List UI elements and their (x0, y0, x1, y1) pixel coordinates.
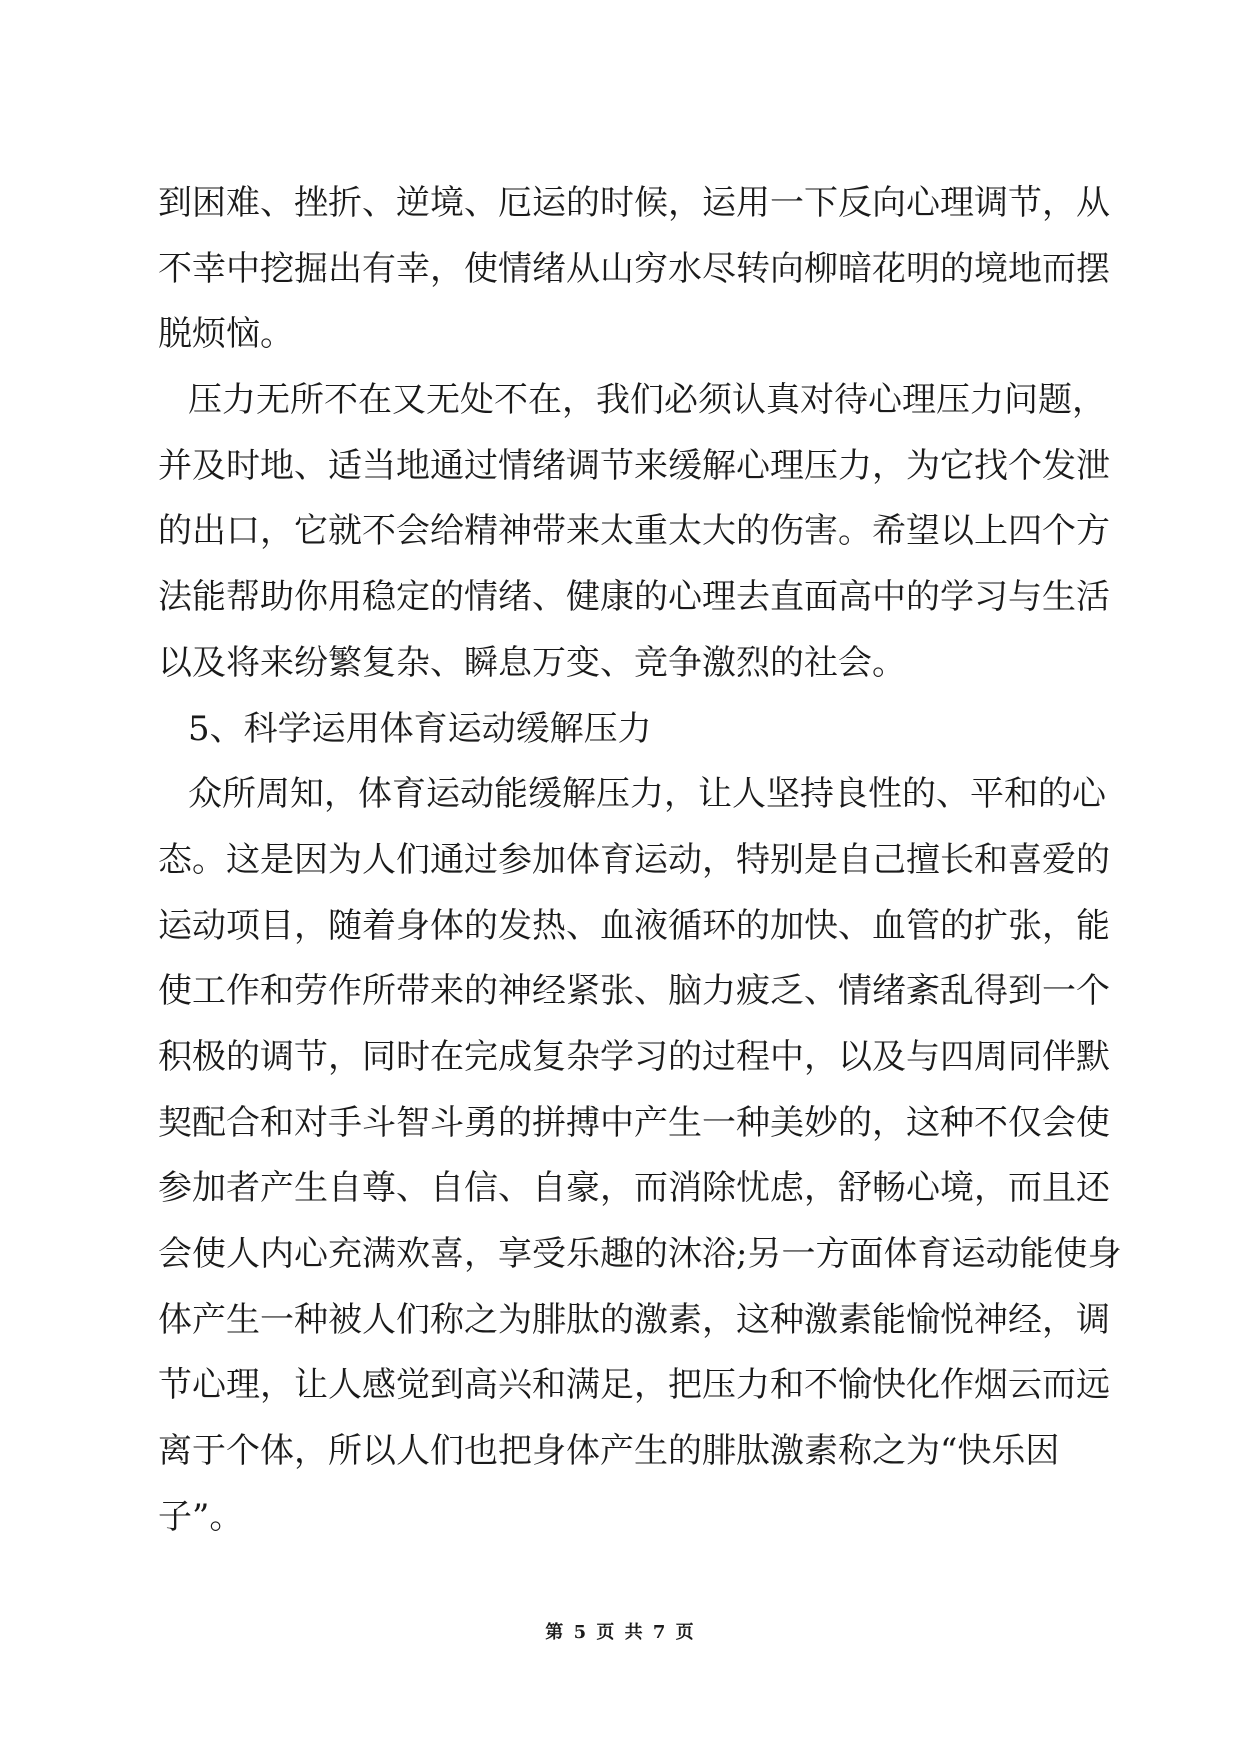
text-line-20: 离于个体，所以人们也把身体产生的腓肽激素称之为“快乐因 (158, 1431, 1060, 1472)
text-line-1: 到困难、挫折、逆境、厄运的时候，运用一下反向心理调节，从 (158, 183, 1110, 223)
text-line-12: 运动项目，随着身体的发热、血液循环的加快、血管的扩张，能 (158, 905, 1110, 946)
text-line-10: 众所周知，体育运动能缓解压力，让人坚持良性的、平和的心 (188, 774, 1106, 815)
text-line-18: 体产生一种被人们称之为腓肽的激素，这种激素能愉悦神经，调 (158, 1299, 1110, 1340)
text-line-7: 法能帮助你用稳定的情绪、健康的心理去直面高中的学习与生活 (158, 577, 1110, 618)
text-line-21: 子”。 (158, 1496, 244, 1537)
text-line-4: 压力无所不在又无处不在，我们必须认真对待心理压力问题， (188, 380, 1106, 421)
text-line-16: 参加者产生自尊、自信、自豪，而消除忧虑，舒畅心境，而且还 (158, 1168, 1110, 1209)
section-heading: 5、科学运用体育运动缓解压力 (188, 708, 652, 749)
text-line-5: 并及时地、适当地通过情绪调节来缓解心理压力，为它找个发泄 (158, 445, 1110, 486)
text-line-11: 态。这是因为人们通过参加体育运动，特别是自己擅长和喜爱的 (158, 839, 1110, 880)
text-line-3: 脱烦恼。 (158, 314, 294, 355)
text-line-19: 节心理，让人感觉到高兴和满足，把压力和不愉快化作烟云而远 (158, 1365, 1110, 1406)
document-body (158, 183, 1122, 1565)
text-line-6: 的出口，它就不会给精神带来太重太大的伤害。希望以上四个方 (158, 511, 1110, 552)
text-line-8: 以及将来纷繁复杂、瞬息万变、竞争激烈的社会。 (158, 642, 906, 683)
text-line-15: 契配合和对手斗智斗勇的拼搏中产生一种美妙的，这种不仅会使 (158, 1102, 1110, 1143)
page-number-footer: 第 5 页 共 7 页 (545, 1622, 696, 1643)
text-line-2: 不幸中挖掘出有幸，使情绪从山穷水尽转向柳暗花明的境地而摆 (158, 248, 1110, 289)
text-line-17: 会使人内心充满欢喜，享受乐趣的沐浴;另一方面体育运动能使身 (158, 1234, 1122, 1274)
text-line-14: 积极的调节，同时在完成复杂学习的过程中，以及与四周同伴默 (158, 1036, 1110, 1077)
text-line-13: 使工作和劳作所带来的神经紧张、脑力疲乏、情绪紊乱得到一个 (158, 971, 1110, 1012)
